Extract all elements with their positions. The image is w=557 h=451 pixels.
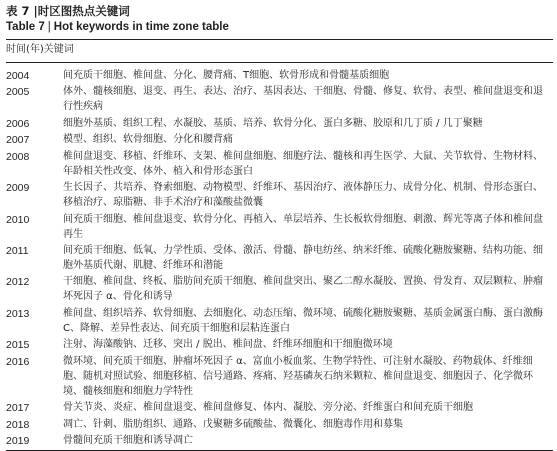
- keywords-cell: 骨关节炎、炎症、椎间盘退变、椎间盘修复、体内、凝胶、旁分泌、纤维蛋白和间充质干细胞: [63, 402, 473, 414]
- year-cell: 2018: [6, 418, 30, 431]
- keywords-cell: 体外、髓核细胞、退变、再生、表达、治疗、基因表达、干细胞、骨髓、修复、软骨、表型、椎间盘退变和退行性疾病: [63, 86, 543, 113]
- keywords-cell: 间充质干细胞、低氧、力学性质、受体、激活、骨髓、静电纺丝、纳米纤维、硫酸化糖胺聚糖、结构功能、细胞外基质代谢、肌腱、纤维环和潜能: [63, 245, 543, 271]
- table-row: [6, 149, 553, 180]
- year-cell: 2009: [6, 182, 30, 195]
- keywords-cell: 模型、组织、软骨细胞、分化和腰背痛: [63, 134, 233, 146]
- table-row: [6, 243, 553, 274]
- year-cell: 2008: [6, 150, 30, 163]
- table-row: [6, 63, 553, 85]
- year-cell: 2019: [6, 435, 30, 448]
- year-cell: 2011: [6, 245, 29, 258]
- table-row: [6, 116, 553, 133]
- table-row: [6, 85, 553, 116]
- table-row: [6, 306, 553, 337]
- keywords-cell: 注射、海藻酸钠、迁移、突出 / 脱出、椎间盘、纤维环细胞和干细胞微环境: [63, 339, 393, 351]
- keywords-cell: 椎间盘退变、移植、纤维环、支架、椎间盘细胞、细胞疗法、髓核和再生医学、大鼠、关节软骨、生物材料、年龄相关性改变、体外、植入和骨形态蛋白: [63, 150, 543, 177]
- table-row: [6, 133, 553, 150]
- table-row: [6, 354, 553, 400]
- table-row: [6, 417, 553, 434]
- keywords-cell: 凋亡、针刺、脂肪组织、通路、戊聚糖多硫酸盐、微囊化、细胞毒作用和募集: [63, 418, 403, 430]
- table-row: [6, 337, 553, 354]
- keywords-cell: 骨髓间充质干细胞和诱导凋亡: [63, 435, 193, 447]
- keywords-cell: 生长因子、共培养、脊索细胞、动物模型、纤维环、基因治疗、液体静压力、成骨分化、机制、骨形态蛋白、移植治疗、琼脂糖、非手术治疗和藻酸盐微囊: [63, 182, 543, 209]
- table-row: [6, 400, 553, 417]
- year-cell: 2010: [6, 213, 30, 226]
- table-row: [6, 212, 553, 243]
- table-row: [6, 433, 553, 450]
- year-cell: 2017: [6, 402, 30, 415]
- table-header-row: [6, 40, 553, 62]
- year-cell: 2012: [6, 276, 30, 289]
- table-row: [6, 180, 553, 211]
- year-cell: 2006: [6, 117, 30, 130]
- keywords-cell: 微环境、间充质干细胞、肿瘤坏死因子 α、富血小板血浆、生物学特性、可注射水凝胶、药物载体、纤维细胞、随机对照试验、细胞移植、信号通路、疼痛、羟基磷灰石纳米颗粒、椎间盘退变、细胞因子、化学微环境、髓核细胞和细胞力学特性: [63, 355, 533, 397]
- table-label: Table 7: [6, 21, 45, 33]
- keywords-cell: 间充质干细胞、椎间盘退变、软骨分化、再植入、单层培养、生长板软骨细胞、刺激、辉光等离子体和椎间盘再生: [63, 213, 543, 240]
- keywords-cell: 细胞外基质、组织工程、水凝胶、基质、培养、软骨分化、蛋白多糖、胶原和几丁质 / 几丁聚糖: [63, 117, 483, 129]
- table-caption-english: [6, 19, 553, 35]
- year-cell: 2015: [6, 339, 30, 352]
- table-caption-chinese: 表 7 |时区图热点关键词: [6, 4, 130, 18]
- caption-separator: |: [47, 21, 51, 33]
- year-cell: 2013: [6, 307, 30, 320]
- year-cell: 2005: [6, 86, 30, 99]
- keywords-cell: 干细胞、椎间盘、终板、脂肪间充质干细胞、椎间盘突出、聚乙二醇水凝胶、置换、骨发育、双层颗粒、肿瘤坏死因子 α、骨化和诱导: [63, 276, 543, 303]
- table-row: [6, 275, 553, 306]
- year-cell: 2016: [6, 355, 30, 368]
- table-title: Hot keywords in time zone table: [53, 21, 229, 33]
- year-cell: 2004: [6, 69, 30, 82]
- keywords-table-body: [6, 63, 553, 450]
- year-cell: 2007: [6, 134, 30, 147]
- header-year-keywords: 时间(年)关键词: [6, 44, 74, 55]
- keywords-table: [6, 40, 553, 62]
- keywords-cell: 椎间盘、组织培养、软骨细胞、去细胞化、动态压缩、微环境、硫酸化糖胺聚糖、基质金属蛋白酶、蛋白激酶 C、降解、差异性表达、间充质干细胞和层粘连蛋白: [63, 307, 543, 334]
- keywords-cell: 间充质干细胞、椎间盘、分化、腰背痛、T细胞、软骨形成和骨髓基质细胞: [63, 69, 390, 81]
